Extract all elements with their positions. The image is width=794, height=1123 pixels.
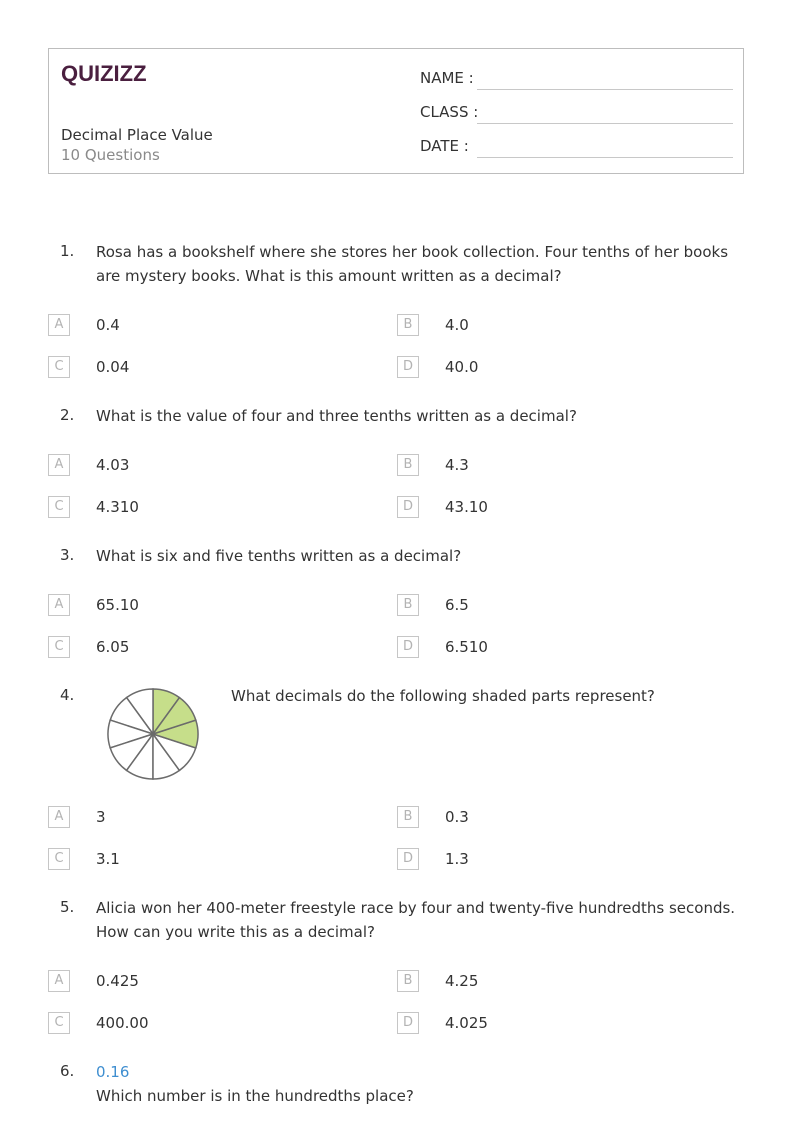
option-text: 4.3: [445, 456, 469, 474]
option-letter[interactable]: C: [48, 848, 70, 870]
question-number: 2.: [60, 406, 75, 424]
option-text: 6.510: [445, 638, 488, 656]
option-letter[interactable]: B: [397, 314, 419, 336]
question-number: 4.: [60, 686, 75, 704]
question-number: 5.: [60, 898, 75, 916]
option-text: 4.0: [445, 316, 469, 334]
option-letter[interactable]: B: [397, 806, 419, 828]
option-letter[interactable]: C: [48, 356, 70, 378]
option-text: 4.25: [445, 972, 479, 990]
option-text: 43.10: [445, 498, 488, 516]
option-text: 4.03: [96, 456, 130, 474]
date-field[interactable]: [477, 157, 733, 158]
option-letter[interactable]: C: [48, 636, 70, 658]
option-text: 65.10: [96, 596, 139, 614]
option-letter[interactable]: A: [48, 314, 70, 336]
worksheet-header: [48, 48, 744, 174]
question-text: Alicia won her 400-meter freestyle race by four and twenty-five hundredths seconds. How can you write this as a decimal?: [96, 899, 736, 941]
name-field[interactable]: [477, 89, 733, 90]
question-text: What decimals do the following shaded parts represent?: [231, 687, 655, 705]
option-letter[interactable]: B: [397, 594, 419, 616]
option-text: 400.00: [96, 1014, 149, 1032]
option-text: 0.04: [96, 358, 130, 376]
option-letter[interactable]: C: [48, 496, 70, 518]
option-letter[interactable]: C: [48, 1012, 70, 1034]
quizizz-logo: [61, 59, 153, 87]
class-label: CLASS :: [420, 103, 479, 121]
option-text: 1.3: [445, 850, 469, 868]
option-text: 3: [96, 808, 106, 826]
option-letter[interactable]: A: [48, 806, 70, 828]
option-text: 6.05: [96, 638, 130, 656]
question-count: 10 Questions: [61, 146, 160, 164]
fraction-circle-figure: [104, 685, 202, 783]
option-text: 4.025: [445, 1014, 488, 1032]
svg-text:QUIZIZZ: QUIZIZZ: [61, 61, 147, 86]
option-letter[interactable]: D: [397, 496, 419, 518]
option-letter[interactable]: A: [48, 970, 70, 992]
option-text: 0.425: [96, 972, 139, 990]
option-letter[interactable]: B: [397, 454, 419, 476]
option-letter[interactable]: A: [48, 594, 70, 616]
question-text: What is six and five tenths written as a decimal?: [96, 547, 462, 565]
class-field[interactable]: [477, 123, 733, 124]
question-number: 3.: [60, 546, 75, 564]
question-text: Which number is in the hundredths place?: [96, 1087, 414, 1105]
option-text: 4.310: [96, 498, 139, 516]
option-text: 6.5: [445, 596, 469, 614]
date-label: DATE :: [420, 137, 469, 155]
worksheet-title: Decimal Place Value: [61, 126, 213, 144]
option-letter[interactable]: D: [397, 636, 419, 658]
highlighted-number: 0.16: [96, 1063, 130, 1081]
question-number: 1.: [60, 242, 75, 260]
option-letter[interactable]: D: [397, 848, 419, 870]
name-label: NAME :: [420, 69, 474, 87]
question-number: 6.: [60, 1062, 75, 1080]
option-letter[interactable]: B: [397, 970, 419, 992]
question-text: Rosa has a bookshelf where she stores her book collection. Four tenths of her books are mystery books. What is this amount written as a decimal?: [96, 243, 729, 285]
question-text: What is the value of four and three tenths written as a decimal?: [96, 407, 577, 425]
option-text: 40.0: [445, 358, 479, 376]
option-text: 0.3: [445, 808, 469, 826]
option-text: 0.4: [96, 316, 120, 334]
option-letter[interactable]: A: [48, 454, 70, 476]
option-letter[interactable]: D: [397, 356, 419, 378]
option-text: 3.1: [96, 850, 120, 868]
option-letter[interactable]: D: [397, 1012, 419, 1034]
